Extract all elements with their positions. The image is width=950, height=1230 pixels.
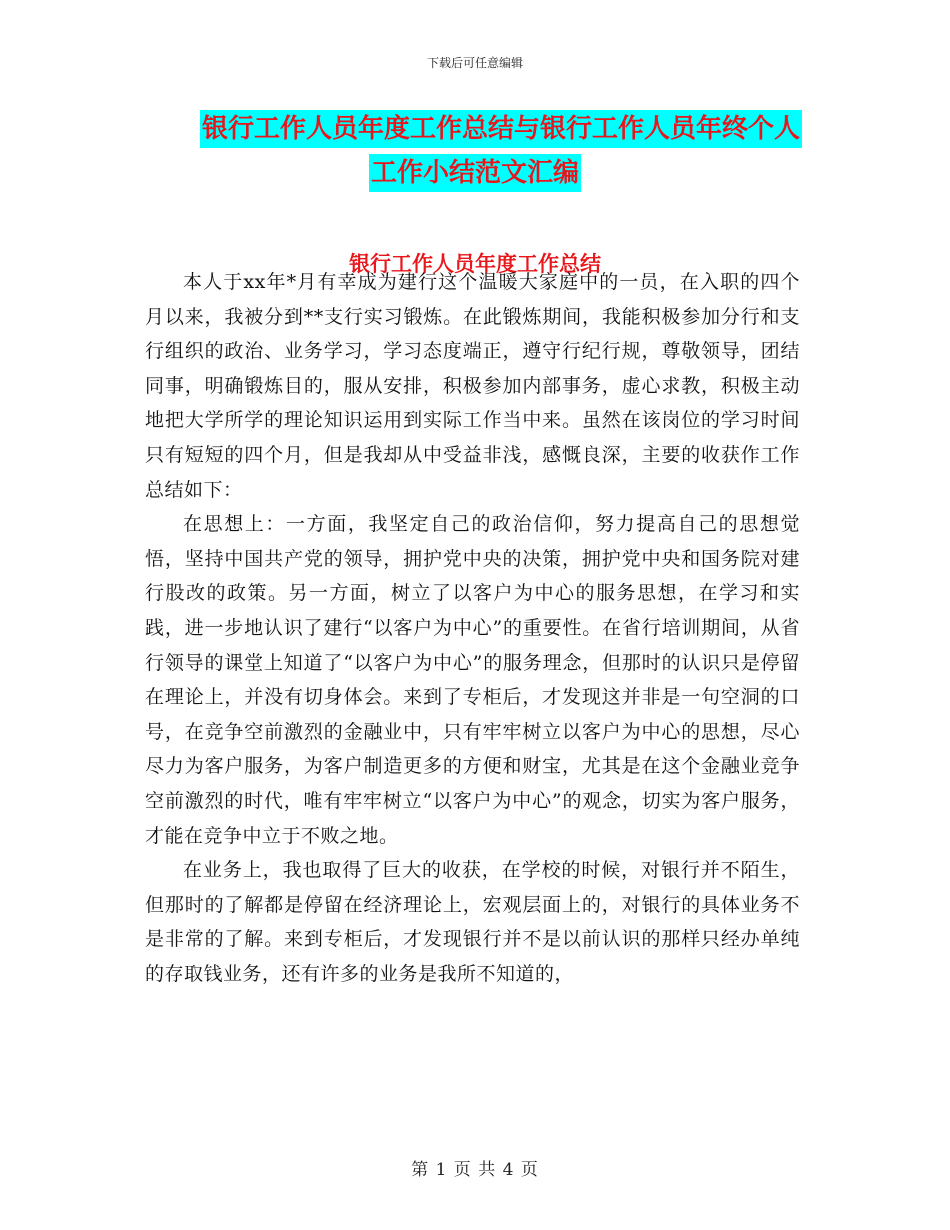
paragraph: 在业务上，我也取得了巨大的收获，在学校的时候，对银行并不陌生，但那时的了解都是停留在经济理论上，宏观层面上的，对银行的具体业务不是非常的了解。来到专柜后，才发现银行并不是以前认识的那样只经办单纯的存取钱业务，还有许多的业务是我所不知道的， [145,859,800,985]
document-title-line-1: 银行工作人员年度工作总结与银行工作人员年终个人 [200,110,802,148]
section-title: 银行工作人员年度工作总结 [349,251,601,276]
paragraph: 本人于xx年*月有幸成为建行这个温暖大家庭中的一员，在入职的四个月以来，我被分到**支行实习锻炼。在此锻炼期间，我能积极参加分行和支行组织的政治、业务学习，学习态度端正，遵守行纪行规，尊敬领导，团结同事，明确锻炼目的，服从安排，积极参加内部事务，虚心求教，积极主动地把大学所学的理论知识运用到实际工作当中来。虽然在该岗位的学习时间只有短短的四个月，但是我却从中受益非浅，感慨良深，主要的收获作工作总结如下： [145,271,800,501]
paragraph: 在思想上：一方面，我坚定自己的政治信仰，努力提高自己的思想觉悟，坚持中国共产党的领导，拥护党中央的决策，拥护党中央和国务院对建行股改的政策。另一方面，树立了以客户为中心的服务思想，在学习和实践，进一步地认识了建行“以客户为中心”的重要性。在省行培训期间，从省行领导的课堂上知道了“以客户为中心”的服务理念，但那时的认识只是停留在理论上，并没有切身体会。来到了专柜后，才发现这并非是一句空洞的口号，在竞争空前激烈的金融业中，只有牢牢树立以客户为中心的思想，尽心尽力为客户服务，为客户制造更多的方便和财宝，尤其是在这个金融业竞争空前激烈的时代，唯有牢牢树立“以客户为中心”的观念，切实为客户服务，才能在竞争中立于不败之地。 [145,513,800,847]
document-title [140,110,810,192]
page-footer: 第 1 页 共 4 页 [411,1160,539,1180]
document-title-line-2: 工作小结范文汇编 [369,154,581,192]
header-note: 下载后可任意编辑 [426,56,523,70]
body-text [145,265,800,991]
